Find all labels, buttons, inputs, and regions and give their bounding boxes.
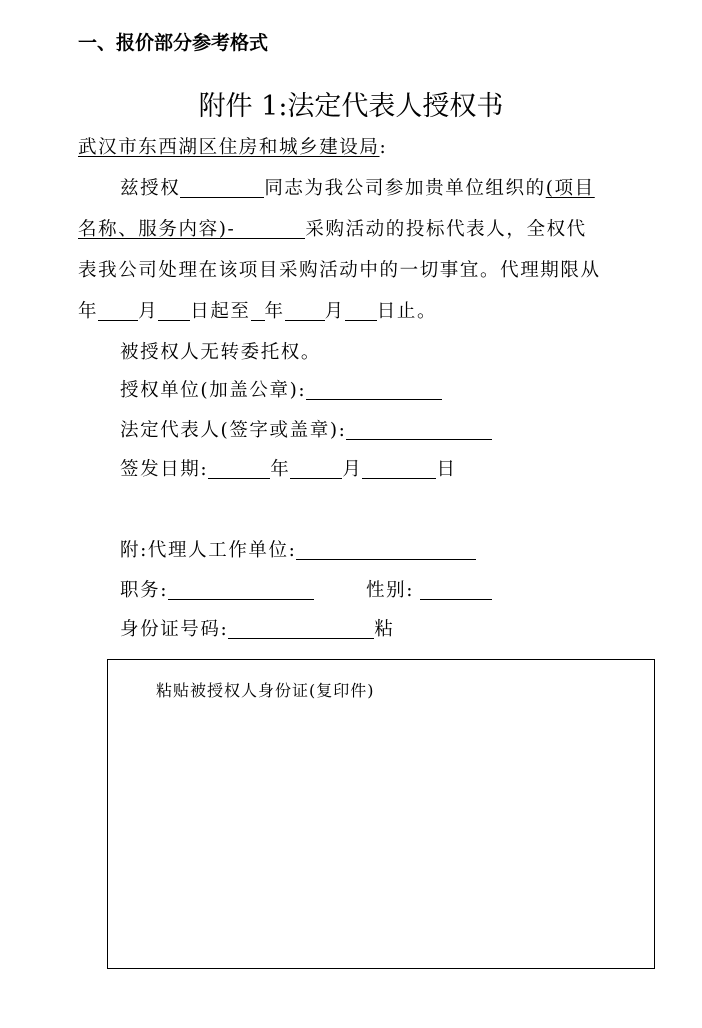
- position-field: [120, 576, 314, 602]
- agent-name-blank[interactable]: [180, 179, 264, 199]
- project-name-blank[interactable]: [235, 220, 305, 240]
- addressee-line: [78, 133, 387, 159]
- id-number-blank[interactable]: [228, 620, 374, 640]
- position-label: 职务:: [120, 580, 169, 601]
- body-text: 同志为我公司参加贵单位组织的: [264, 178, 546, 199]
- issue-month-blank[interactable]: [290, 460, 342, 480]
- year-label: 年: [270, 459, 291, 480]
- day-label: 日: [436, 459, 457, 480]
- unit-label: 授权单位(加盖公章):: [120, 380, 307, 401]
- id-card-paste-label: 粘贴被授权人身份证(复印件): [156, 681, 375, 700]
- id-number-field: [120, 615, 394, 641]
- unit-field: [120, 376, 442, 402]
- month-label: 月: [138, 301, 159, 322]
- section-heading: 一、报价部分参考格式: [78, 32, 269, 54]
- end-month-blank[interactable]: [285, 302, 325, 322]
- body-line-3: 表我公司处理在该项目采购活动中的一切事宜。代理期限从: [78, 260, 601, 281]
- legal-rep-label: 法定代表人(签字或盖章):: [120, 420, 347, 441]
- agent-unit-label: 附:代理人工作单位:: [120, 540, 297, 561]
- day-end-label: 日止。: [376, 301, 438, 322]
- issue-date-label: 签发日期:: [120, 459, 209, 480]
- legal-rep-blank[interactable]: [346, 421, 492, 441]
- issue-year-blank[interactable]: [208, 460, 270, 480]
- year-label: 年: [264, 301, 285, 322]
- year-label: 年: [78, 301, 99, 322]
- body-line-2: [78, 215, 587, 241]
- id-suffix-text: 粘: [374, 619, 395, 640]
- day-from-label: 日起至: [190, 301, 251, 322]
- end-day-blank[interactable]: [345, 302, 377, 322]
- gender-label: 性别:: [366, 580, 415, 601]
- issue-date-field: [120, 455, 457, 481]
- legal-rep-field: [120, 416, 492, 442]
- end-year-blank[interactable]: [251, 302, 265, 322]
- id-number-label: 身份证号码:: [120, 619, 229, 640]
- body-line-1: [120, 174, 595, 200]
- addressee: 武汉市东西湖区住房和城乡建设局: [78, 137, 380, 158]
- body-line-4: [78, 297, 437, 323]
- document-title: 附件 1:法定代表人授权书: [198, 91, 504, 122]
- month-label: 月: [342, 459, 363, 480]
- month-label: 月: [324, 301, 345, 322]
- issue-day-blank[interactable]: [362, 460, 436, 480]
- project-name-label: 名称、服务内容)-: [78, 219, 236, 240]
- gender-field: [366, 576, 492, 602]
- position-blank[interactable]: [168, 581, 314, 601]
- no-delegation-text: 被授权人无转委托权。: [120, 342, 322, 363]
- agent-unit-field: [120, 536, 476, 562]
- gender-blank[interactable]: [420, 581, 492, 601]
- addressee-colon: :: [379, 137, 388, 158]
- start-month-blank[interactable]: [158, 302, 190, 322]
- body-text: 兹授权: [120, 178, 181, 199]
- unit-blank[interactable]: [306, 381, 442, 401]
- body-text: 采购活动的投标代表人，全权代: [305, 219, 587, 240]
- id-card-paste-area[interactable]: [107, 659, 655, 969]
- project-paren-open: (项目: [545, 178, 595, 199]
- agent-unit-blank[interactable]: [296, 541, 476, 561]
- start-year-blank[interactable]: [98, 302, 138, 322]
